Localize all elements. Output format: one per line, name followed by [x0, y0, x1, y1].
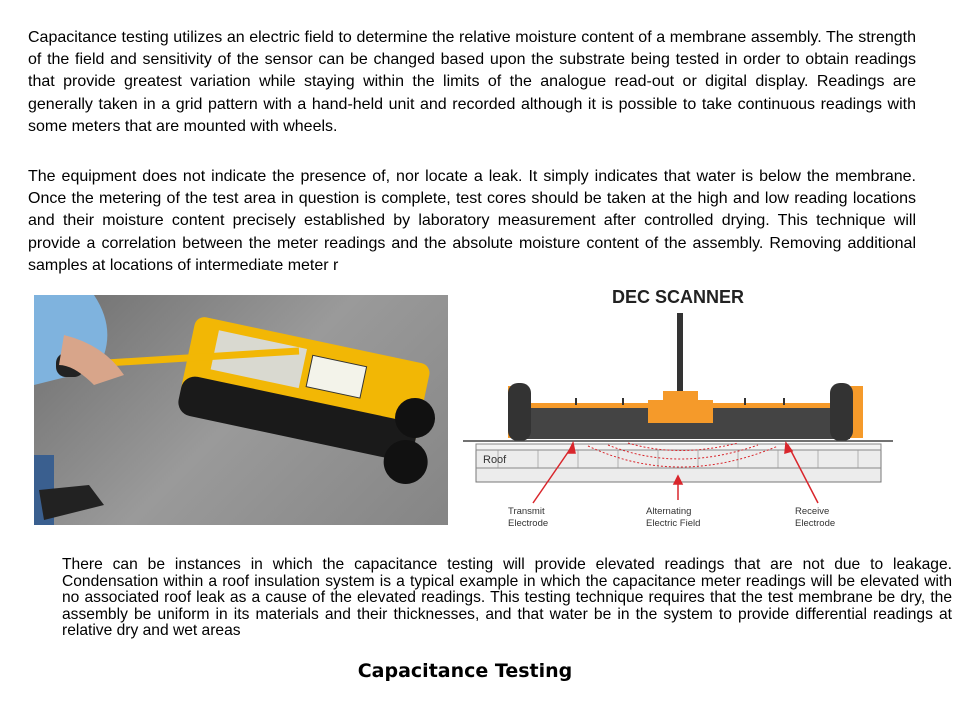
paragraph-equipment: The equipment does not indicate the presence of, nor locate a leak. It simply indicates that water is below the membrane. Once the metering of the test area in question is complete, test cores should be taken at the high and low reading locations and their moisture content precisely established by laboratory measurement after controlled drying. This technique will provide a correlation between the meter readings and the absolute moisture content of the assembly. Removing additional samples at locations of intermediate meter r: [28, 168, 916, 274]
receive-label-1: Receive: [795, 506, 830, 517]
paragraph-intro: Capacitance testing utilizes an electric field to determine the relative moisture content of a membrane assembly. The strength of the field and sensitivity of the sensor can be changed based upon the substrate being tested in order to obtain readings that provide greatest variation while staying within the limits of the analogue read-out or digital display. Readings are generally taken in a grid pattern with a hand-held unit and recorded although it is possible to take continuous readings with some meters that are mounted with wheels.: [28, 29, 916, 135]
transmit-label-2: Electrode: [508, 518, 549, 529]
capacitance-meter-photo: [34, 295, 448, 525]
roof-label: Roof: [483, 454, 507, 466]
slide-caption: Capacitance Testing: [357, 660, 573, 682]
transmit-label-1: Transmit: [508, 506, 545, 517]
paragraph-limitations: There can be instances in which the capacitance testing will provide elevated readings that are not due to leakage. Condensation within a roof insulation system is a typical example in which the capacitance meter readings will be elevated with no associated roof leak as a cause of the elevated readings. This testing technique requires that the test membrane be dry, the assembly be uniform in its materials and their thicknesses, and that water be in the system to provide differential readings at relative dry and wet areas: [62, 556, 952, 640]
field-label-1: Alternating: [646, 506, 692, 517]
dec-scanner-diagram: [458, 283, 898, 533]
receive-label-2: Electrode: [795, 518, 836, 529]
diagram-title: DEC SCANNER: [611, 287, 745, 307]
field-label-2: Electric Field: [646, 518, 701, 529]
